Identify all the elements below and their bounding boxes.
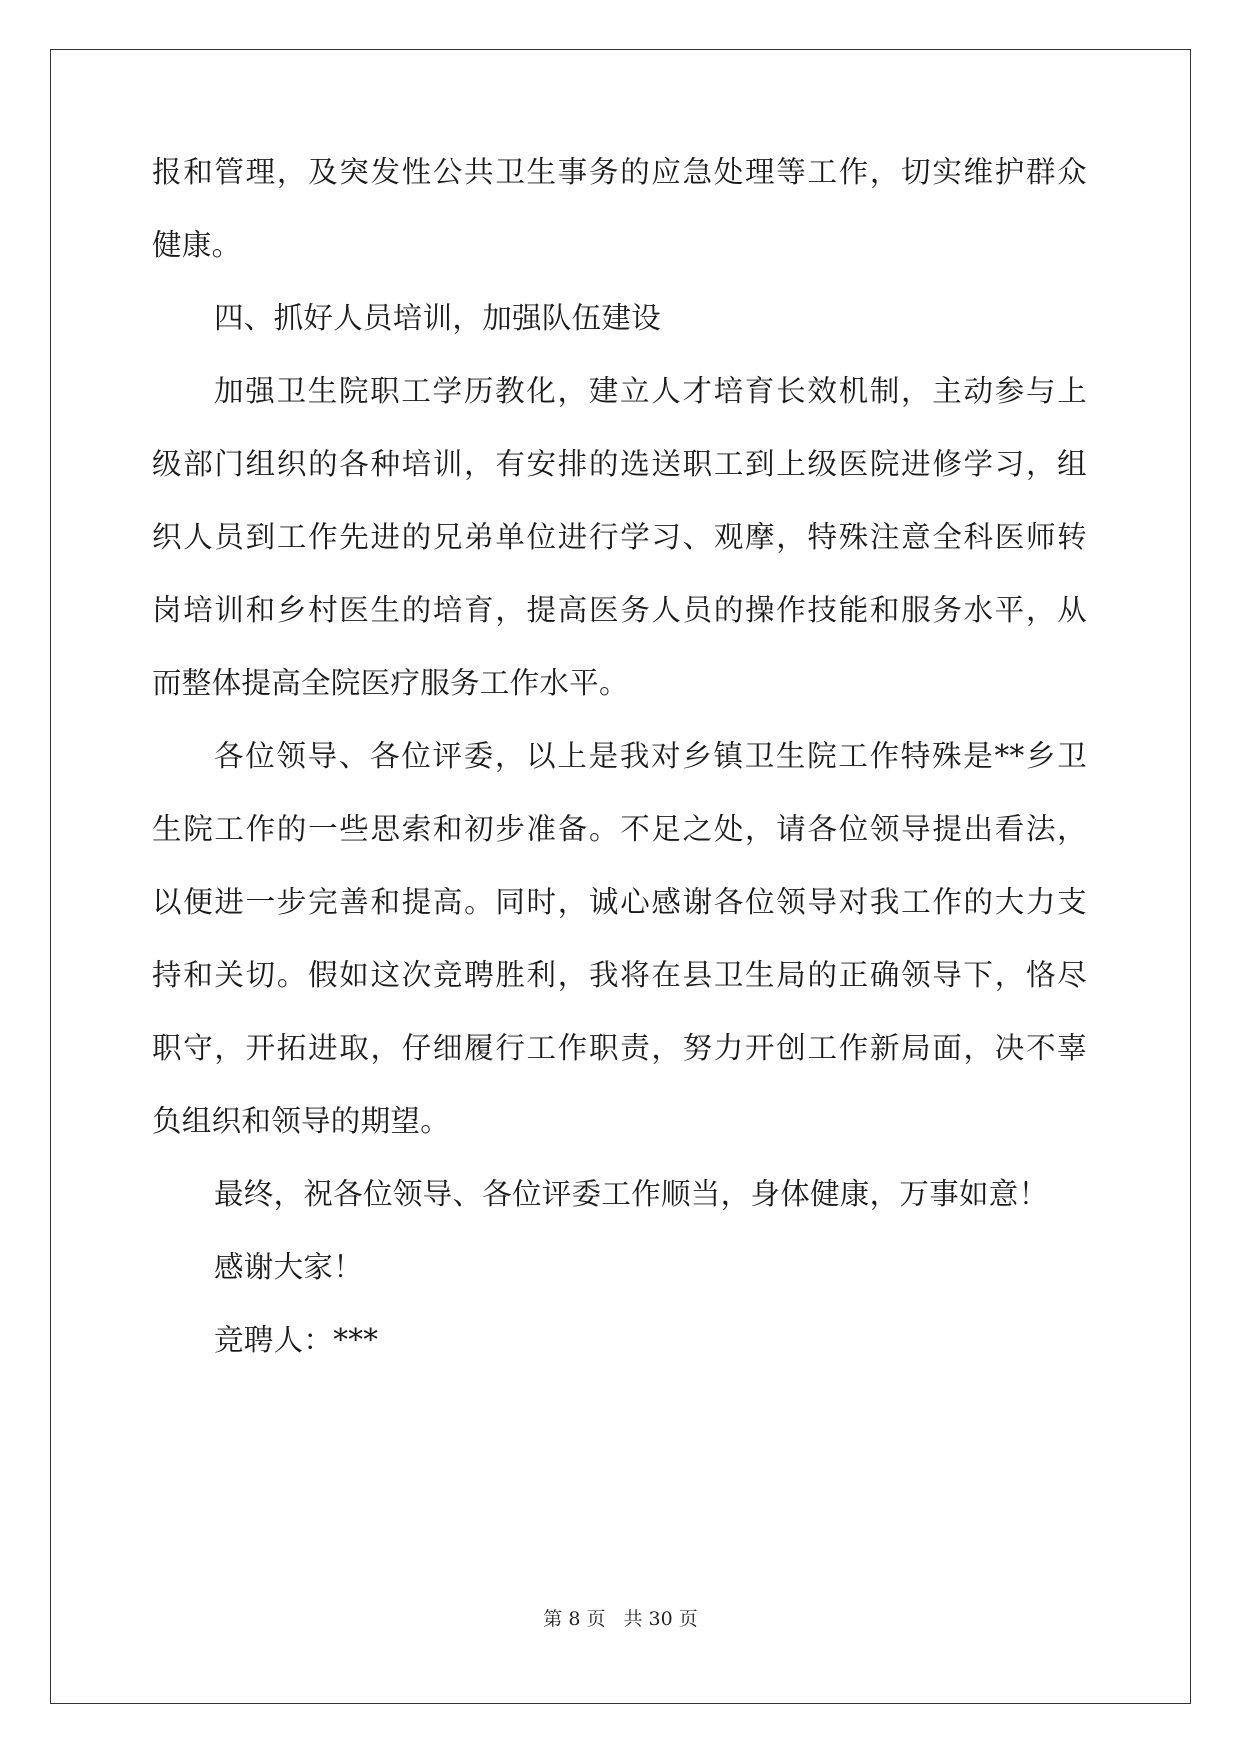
- text-line: 级部门组织的各种培训，有安排的选送职工到上级医院进修学习，组: [152, 447, 1087, 481]
- closing-wish: 最终，祝各位领导、各位评委工作顺当，身体健康，万事如意！: [214, 1177, 1049, 1211]
- text-line: 生院工作的一些思索和初步准备。不足之处，请各位领导提出看法，: [152, 812, 1087, 846]
- text-line: 织人员到工作先进的兄弟单位进行学习、观摩，特殊注意全科医师转: [152, 520, 1087, 554]
- text-line: 报和管理，及突发性公共卫生事务的应急处理等工作，切实维护群众: [152, 155, 1087, 189]
- text-line: 加强卫生院职工学历教化，建立人才培育长效机制，主动参与上: [214, 374, 1087, 408]
- text-line: 职守，开拓进取，仔细履行工作职责，努力开创工作新局面，决不辜: [152, 1031, 1087, 1065]
- text-line: 持和关切。假如这次竞聘胜利，我将在县卫生局的正确领导下，恪尽: [152, 958, 1087, 992]
- page-number: 第 8 页: [543, 1608, 606, 1630]
- text-line: 健康。: [152, 228, 242, 262]
- text-line: 各位领导、各位评委，以上是我对乡镇卫生院工作特殊是**乡卫: [214, 739, 1087, 773]
- page-footer: [0, 1605, 1241, 1633]
- signature-line: 竞聘人：***: [214, 1323, 379, 1357]
- thanks-line: 感谢大家！: [214, 1250, 364, 1284]
- text-line: 以便进一步完善和提高。同时，诚心感谢各位领导对我工作的大力支: [152, 885, 1087, 919]
- text-line: 而整体提高全院医疗服务工作水平。: [152, 666, 629, 700]
- text-line: 负组织和领导的期望。: [152, 1104, 451, 1138]
- page-total: 共 30 页: [623, 1608, 698, 1630]
- section-heading: 四、抓好人员培训，加强队伍建设: [214, 301, 662, 335]
- text-line: 岗培训和乡村医生的培育，提高医务人员的操作技能和服务水平，从: [152, 593, 1087, 627]
